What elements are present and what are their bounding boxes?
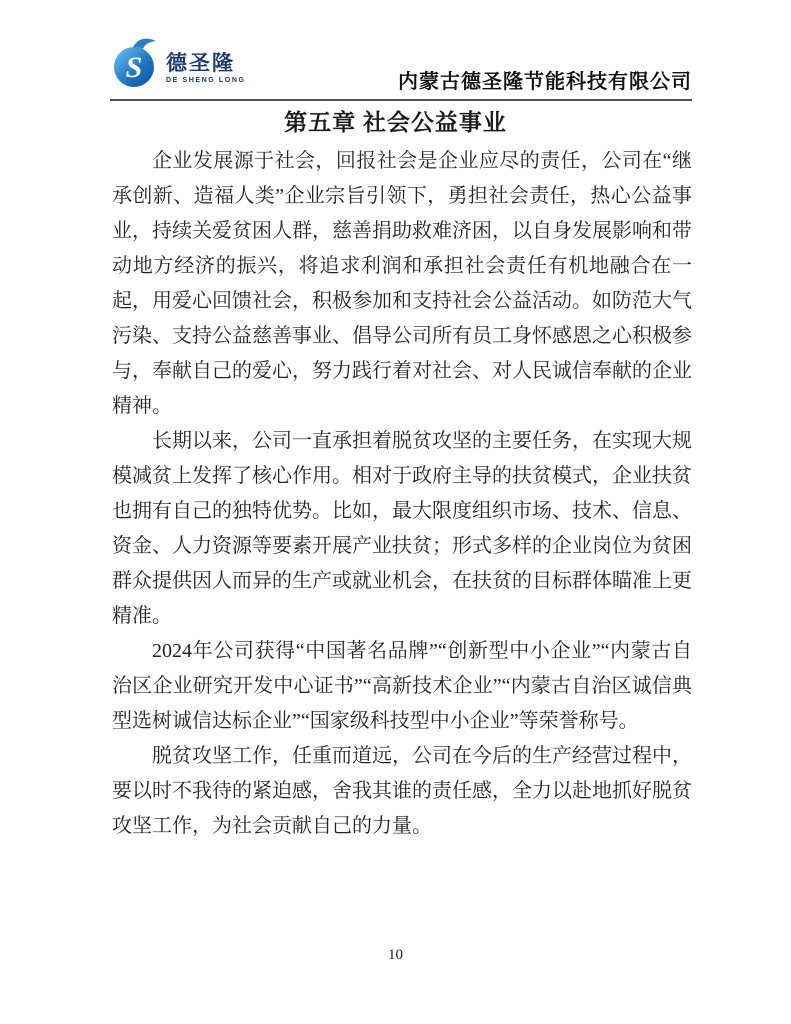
chapter-title: 第五章 社会公益事业: [284, 110, 507, 135]
company-logo: [113, 37, 246, 89]
paragraph-1: 企业发展源于社会，回报社会是企业应尽的责任，公司在“继承创新、造福人类”企业宗旨引领下，勇担社会责任，热心公益事业，持续关爱贫困人群，慈善捐助救难济困，以自身发展影响和带动地方经济的振兴，将追求利润和承担社会责任有机地融合在一起，用爱心回馈社会，积极参加和支持社会公益活动。如防范大气污染、支持公益慈善事业、倡导公司所有员工身怀感恩之心积极参与，奉献自己的爱心，努力践行着对社会、对人民诚信奉献的企业精神。: [112, 150, 692, 417]
logo-chinese-name: 德圣隆: [166, 50, 235, 75]
company-name: 内蒙古德圣隆节能科技有限公司: [398, 71, 692, 93]
paragraph-2: 长期以来，公司一直承担着脱贫攻坚的主要任务，在实现大规模减贫上发挥了核心作用。相对于政府主导的扶贫模式，企业扶贫也拥有自己的独特优势。比如，最大限度组织市场、技术、信息、资金、人力资源等要素开展产业扶贫；形式多样的企业岗位为贫困群众提供因人而异的生产或就业机会，在扶贫的目标群体瞄准上更精准。: [112, 430, 692, 627]
logo-text: [166, 43, 246, 84]
logo-english-name: DE SHENG LONG: [166, 76, 246, 84]
paragraph-3: 2024年公司获得“中国著名品牌”“创新型中小企业”“内蒙古自治区企业研究开发中心证书”“高新技术企业”“内蒙古自治区诚信典型选树诚信达标企业”“国家级科技型中小企业”等荣誉称号。: [112, 640, 692, 732]
svg-text:S: S: [125, 51, 143, 84]
page-header: [110, 0, 692, 101]
paragraph-4: 脱贫攻坚工作，任重而道远，公司在今后的生产经营过程中，要以时不我待的紧迫感，舍我其谁的责任感，全力以赴地抓好脱贫攻坚工作，为社会贡献自己的力量。: [112, 745, 692, 837]
document-body: [112, 144, 692, 844]
dragon-s-logo-icon: [113, 37, 161, 89]
page-number: 10: [388, 947, 403, 963]
